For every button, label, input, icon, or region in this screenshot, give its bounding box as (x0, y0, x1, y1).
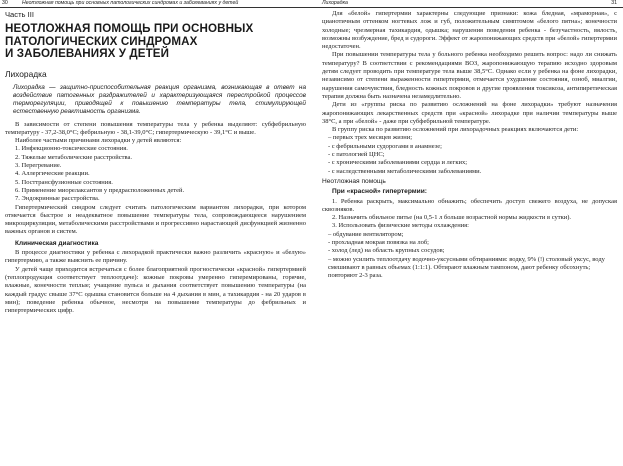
chapter-title (5, 23, 306, 61)
paragraph: 2. Назначить обильное питье (на 0,5-1 л больше возрастной нормы жидкости в сутки). (332, 214, 572, 222)
list-item: – можно усилить теплоотдачу водочно-уксусными обтираниями: водку, 9% (!) столовый уксус, воду смешивают в равных объемах (1:1:1). Обтирают влажным тампоном, дают ребенку обсохнуть; повторяют 2-3 раза. (328, 255, 605, 280)
list-item: 1. Инфекционно-токсические состояния. (15, 145, 128, 153)
paragraph: В группу риска по развитию осложнений при лихорадочных реакциях включаются дети: (332, 126, 579, 134)
chapter-title-line: НЕОТЛОЖНАЯ ПОМОЩЬ ПРИ ОСНОВНЫХ (5, 22, 254, 35)
list-item: 4. Аллергические реакции. (15, 170, 90, 178)
list-item: – первых трех месяцев жизни; (328, 134, 413, 142)
section-title: Лихорадка (5, 68, 47, 79)
paragraph: В процессе диагностики у ребенка с лихорадкой практически важно различить «красную» и «белую» гипертермию, а также выяснить ее причину. (5, 249, 306, 265)
paragraph: 1. Ребенка раскрыть, максимально обнажить; обеспечить доступ свежего воздуха, не допуская сквозняков. (322, 197, 617, 213)
right-running-head (312, 0, 623, 8)
list-item: - с хроническими заболеваниями сердца и легких; (328, 159, 468, 167)
right-running-title: Лихорадка (322, 0, 348, 6)
paragraph: Дети из «группы риска по развитию осложнений на фоне лихорадки» требуют назначения жаропонижающих лекарственных средств при «красной» лихорадке при наличии температуры выше 38°С, а при «белой» - даже при субфебрильной температуре. (322, 101, 617, 125)
chapter-title-line: И ЗАБОЛЕВАНИЯХ У ДЕТЕЙ (5, 47, 170, 61)
left-running-title: Неотложная помощь при основных патологических синдромах и заболеваниях у детей (22, 0, 239, 6)
paragraph: Гипертермический синдром следует считать патологическим вариантом лихорадки, при котором отмечается быстрое и неадекватное повышение температуры тела, сопровождающееся нарушением микроциркуляции, метаболическими расстройствами и прогрессивно нарастающей дисфункцией жизненно важных органов и систем. (5, 203, 306, 236)
red-hyperthermia-title: При «красной» гипертермии: (332, 188, 427, 196)
paragraph: При повышении температуры тела у больного ребенка необходимо решить вопрос: надо ли снижать температуру? В соответствии с рекомендациями ВОЗ, жаропонижающую терапию исходно здоровым детям следует проводить при температуре тела выше 38,5°С. Однако если у ребенка на фоне лихорадки, независимо от степени выраженности гипертермии, отмечается ухудшение состояния, озноб, миалгии, нарушения самочувствия, бледность кожных покровов и другие проявления токсикоза, антипиретическая терапия должна быть назначена незамедлительно. (322, 51, 617, 100)
paragraph: 3. Использовать физические методы охлаждения: (332, 222, 469, 230)
definition-epigraph: Лихорадка — защитно-приспособительная реакция организма, возникающая в ответ на воздействие патогенных раздражителей и характеризующаяся перестройкой процессов терморегуляции, приводящей к повышению температуры тела, стимулирующей естественную реактивность организма. (13, 83, 306, 116)
list-item: 2. Тяжелые метаболические расстройства. (15, 153, 132, 161)
paragraph: Для «белой» гипертермии характерны следующие признаки: кожа бледная, «мраморная», с цианотичным оттенком ногтевых лож и губ, положительным симптомом «белого пятна»; конечности холодные; чрезмерная тахикардия, одышка; нарушения поведения ребенка - безучастность, вялость, возможны возбуждение, бред и судороги. Эффект от жаропонижающих средств при «белой» гипертермии недостаточен. (322, 10, 617, 51)
causes-list (5, 145, 306, 203)
paragraph: У детей чаще приходится встречаться с более благоприятной прогностически «красной» гипертермией (теплопродукция соответствует теплоотдаче): кожные покровы умеренно гиперемированы, горячие, влажные, конечности теплые; учащение пульса и дыхания соответствует повышению температуры (на каждый градус свыше 37°С одышка становится больше на 4 дыхания в мин, а тахикардия - на 20 ударов в мин); поведение ребенка обычное, несмотря на повышение температуры до фебрильных и гипертермических цифр. (5, 265, 306, 315)
paragraph: Наиболее частыми причинами лихорадки у детей являются: (15, 137, 182, 145)
paragraph: В зависимости от степени повышения температуры тела у ребенка выделяют: субфебрильную температуру - 37,2-38,0°С; фебрильную - 38,1-39,0°С; гипертермическую - 39,1°С и выше. (5, 120, 306, 136)
left-running-head (0, 0, 312, 8)
list-item: 6. Применение миорелаксантов у предрасположенных детей. (15, 186, 185, 194)
subsection-title: Неотложная помощь (322, 177, 386, 185)
list-item: - с наследственными метаболическими заболеваниями. (328, 167, 482, 175)
list-item: - с патологией ЦНС; (328, 151, 385, 159)
list-item: - с фебрильными судорогами в анамнезе; (328, 142, 442, 150)
left-content (0, 10, 312, 466)
list-item: 3. Перегревание. (15, 162, 62, 170)
list-item: - прохладная мокрая повязка на лоб; (328, 239, 429, 247)
right-content (312, 10, 623, 466)
risk-group-list (322, 134, 617, 175)
list-item: 7. Эндокринные расстройства. (15, 195, 100, 203)
right-page-number: 31 (611, 0, 617, 6)
chapter-title-line: ПАТОЛОГИЧЕСКИХ СИНДРОМАХ (5, 34, 198, 48)
subsection-title: Клиническая диагностика (15, 239, 99, 247)
list-item: 5. Посттрансфузионные состояния. (15, 178, 113, 186)
cooling-methods-list (322, 231, 617, 281)
list-item: – обдувание вентилятором; (328, 230, 404, 238)
right-page (312, 0, 623, 466)
part-label: Часть III (5, 10, 34, 19)
left-page-number: 30 (2, 0, 8, 6)
list-item: - холод (лед) на область крупных сосудов; (328, 247, 445, 255)
